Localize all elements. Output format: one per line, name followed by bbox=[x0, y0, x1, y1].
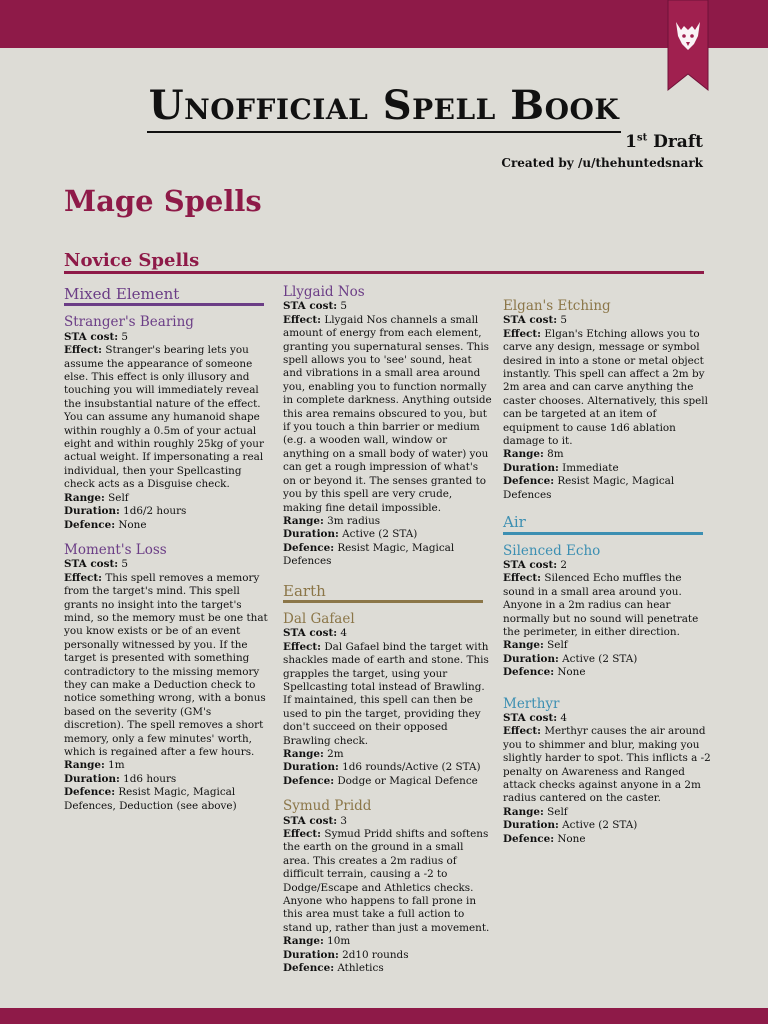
author-credit: Created by /u/thehuntedsnark bbox=[501, 156, 703, 170]
spell-moments-loss: Moment's Loss STA cost: 5 Effect: This spell removes a memory from the target's mind. This spell grants no insight into the target's mind, so the memory must be one that you know exists or be of an event personally witnessed by you. If the target is presented with something contradictory to the missing memory they can make a Deduction check to notice something wrong, with a bonus based on the severity (GM's discretion). The spell removes a short memory, only a few minutes' worth, which is regained after a few hours. Range: 1m Duration: 1d6 hours Defence: Resist Magic, Magical Defences, Deduction (see above) bbox=[64, 544, 272, 813]
draft-label: 1st Draft bbox=[625, 132, 703, 152]
spell-elgans-etching: Elgan's Etching STA cost: 5 Effect: Elgan's Etching allows you to carve any design, message or symbol desired in into a stone or metal object instantly. This spell can affect a 2m by 2m area and can carve anything the caster chooses. Alternatively, this spell can be targeted at an item of equipment to cause 1d6 ablation damage to it. Range: 8m Duration: Immediate Defence: Resist Magic, Magical Defences bbox=[503, 300, 711, 502]
column-2 bbox=[283, 286, 493, 976]
spell-merthyr: Merthyr STA cost: 4 Effect: Merthyr causes the air around you to shimmer and blur, making you slightly harder to spot. This inflicts a -2 penalty on Awareness and Ranged attack checks against anyone in a 2m radius cantered on the caster. Range: Self Duration: Active (2 STA) Defence: None bbox=[503, 695, 711, 845]
top-banner bbox=[0, 0, 768, 48]
subsection-heading-novice-spells: Novice Spells bbox=[64, 250, 200, 271]
spell-llygaid-nos: Llygaid Nos STA cost: 5 Effect: Llygaid Nos channels a small amount of energy from each element, granting you supernatural senses. This spell allows you to 'see' sound, heat and vibrations in a small area around you, enabling you to function normally in complete darkness. Anything outside this area remains obscured to you, but if you touch a thin barrier or medium (e.g. a wooden wall, window or anything on a small body of water) you can get a rough impression of what's on or beyond it. The senses granted to you by this spell are very crude, making fine detail impossible. Range: 3m radius Duration: Active (2 STA) Defence: Resist Magic, Magical Defences bbox=[283, 284, 492, 568]
spell-silenced-echo: Silenced Echo STA cost: 2 Effect: Silenced Echo muffles the sound in a small area around you. Anyone in a 2m radius can hear normally but no sound will penetrate the perimeter, in either direction. Range: Self Duration: Active (2 STA) Defence: None bbox=[503, 545, 711, 680]
spell-name: Dal Gafael bbox=[283, 610, 355, 627]
spell-name: Llygaid Nos bbox=[283, 284, 365, 300]
spell-strangers-bearing: Stranger's Bearing STA cost: 5 Effect: Stranger's bearing lets you assume the appearance of someone else. This effect is only illusory and touching you will immediately reveal the insubstantial nature of the effect. You can assume any humanoid shape within roughly a 0.5m of your actual eight and within roughly 25kg of your actual weight. If impersonating a real individual, then your Spellcasting check acts as a Disguise check. Range: Self Duration: 1d6/2 hours Defence: None bbox=[64, 316, 272, 532]
column-1 bbox=[64, 285, 272, 813]
spell-symud-pridd: Symud Pridd STA cost: 3 Effect: Symud Pridd shifts and softens the earth on the ground in a small area. This creates a 2m radius of difficult terrain, causing a -2 to Dodge/Escape and Athletics checks. Anyone who happens to fall prone in this area must take a full action to stand up, rather than just a movement. Range: 10m Duration: 2d10 rounds Defence: Athletics bbox=[283, 800, 493, 975]
spell-name: Stranger's Bearing bbox=[64, 314, 194, 331]
bottom-banner bbox=[0, 1008, 768, 1024]
section-heading-mage-spells: Mage Spells bbox=[64, 184, 262, 218]
spell-name: Elgan's Etching bbox=[503, 298, 611, 314]
category-heading-mixed-element: Mixed Element bbox=[64, 285, 180, 303]
divider bbox=[64, 271, 704, 274]
divider bbox=[64, 303, 264, 306]
spell-name: Silenced Echo bbox=[503, 542, 601, 559]
category-heading-earth: Earth bbox=[283, 581, 326, 600]
divider bbox=[283, 600, 483, 603]
category-heading-air: Air bbox=[503, 513, 526, 532]
spell-name: Moment's Loss bbox=[64, 541, 167, 558]
page-title: Unofficial Spell Book bbox=[0, 82, 768, 129]
column-3 bbox=[503, 300, 711, 846]
divider bbox=[503, 532, 703, 535]
bookmark-ribbon-icon bbox=[664, 0, 712, 92]
spell-name: Symud Pridd bbox=[283, 798, 372, 815]
spell-name: Merthyr bbox=[503, 695, 560, 712]
spell-dal-gafael: Dal Gafael STA cost: 4 Effect: Dal Gafael bind the target with shackles made of earth and stone. This grapples the target, using your Spellcasting total instead of Brawling. If maintained, this spell can then be used to pin the target, providing they don't succeed on their opposed Brawling check. Range: 2m Duration: 1d6 rounds/Active (2 STA) Defence: Dodge or Magical Defence bbox=[283, 613, 493, 788]
